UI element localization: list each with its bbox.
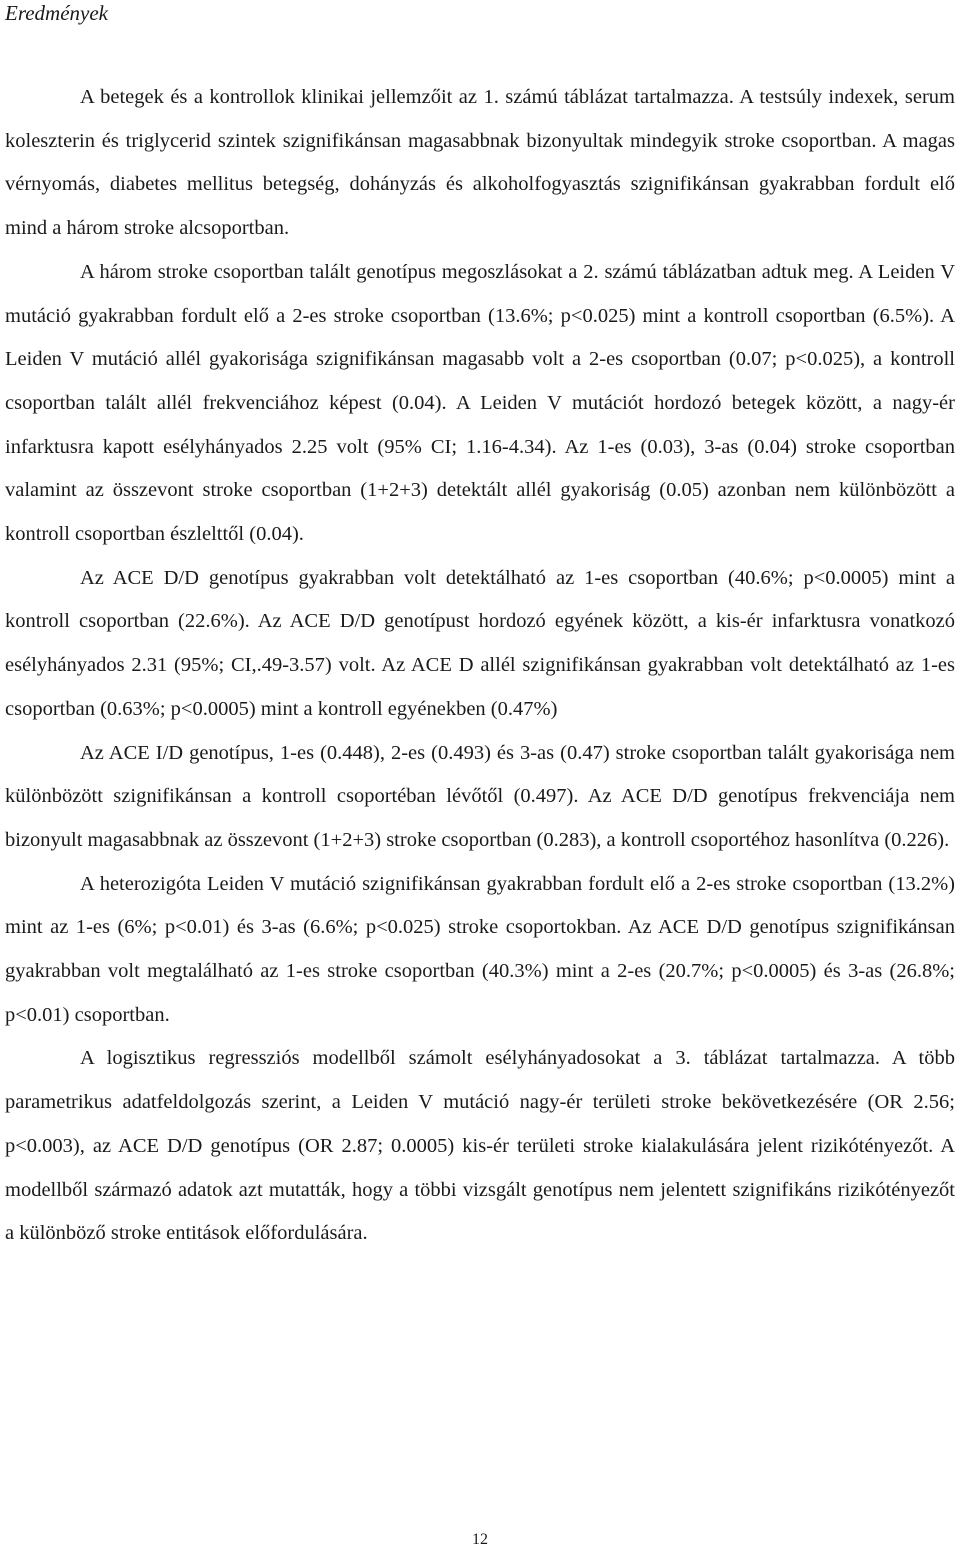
page-number: 12 (472, 1531, 488, 1548)
paragraph-leiden-v-genotypes: A három stroke csoportban talált genotípus megoszlásokat a 2. számú táblázatban adtuk meg. A Leiden V mutáció gyakrabban fordult elő a 2-es stroke csoportban (13.6%; p<0.025) mint a kontroll csoportban (6.5%). A Leiden V mutáció allél gyakorisága szignifikánsan magasabb volt a 2-es csoportban (0.07; p<0.025), a kontroll csoportban talált allél frekvenciához képest (0.04). A Leiden V mutációt hordozó betegek között, a nagy-ér infarktusra kapott esélyhányados 2.25 volt (95% CI; 1.16-4.34). Az 1-es (0.03), 3-as (0.04) stroke csoportban valamint az összevont stroke csoportban (1+2+3) detektált allél gyakoriság (0.05) azonban nem különbözött a kontroll csoportban észlelttől (0.04). (5, 260, 955, 546)
paragraph-ace-id-genotype: Az ACE I/D genotípus, 1-es (0.448), 2-es (0.493) és 3-as (0.47) stroke csoportban talált gyakorisága nem különbözött szignifikánsan a kontroll csoportéban lévőtől (0.497). Az ACE D/D genotípus frekvenciája nem bizonyult magasabbnak az összevont (1+2+3) stroke csoportban (0.283), a kontroll csoportéhoz hasonlítva (0.226). (5, 741, 955, 851)
section-heading: Eredmények (5, 1, 108, 25)
document-body (5, 76, 955, 1256)
paragraph-heterozygous-leiden: A heterozigóta Leiden V mutáció szignifikánsan gyakrabban fordult elő a 2-es stroke csoportban (13.2%) mint az 1-es (6%; p<0.01) és 3-as (6.6%; p<0.025) stroke csoportokban. Az ACE D/D genotípus szignifikánsan gyakrabban volt megtalálható az 1-es stroke csoportban (40.3%) mint a 2-es (20.7%; p<0.0005) és 3-as (26.8%; p<0.01) csoportban. (5, 872, 955, 1026)
paragraph-logistic-regression: A logisztikus regressziós modellből számolt esélyhányadosokat a 3. táblázat tartalmazza. A több parametrikus adatfeldolgozás szerint, a Leiden V mutáció nagy-ér területi stroke bekövetkezésére (OR 2.56; p<0.003), az ACE D/D genotípus (OR 2.87; 0.0005) kis-ér területi stroke kialakulására jelent rizikótényezőt. A modellből származó adatok azt mutatták, hogy a többi vizsgált genotípus nem jelentett szignifikáns rizikótényezőt a különböző stroke entitások előfordulására. (5, 1047, 955, 1245)
paragraph-ace-dd-genotype: Az ACE D/D genotípus gyakrabban volt detektálható az 1-es csoportban (40.6%; p<0.0005) mint a kontroll csoportban (22.6%). Az ACE D/D genotípust hordozó egyének között, a kis-ér infarktusra vonatkozó esélyhányados 2.31 (95%; CI,.49-3.57) volt. Az ACE D allél szignifikánsan gyakrabban volt detektálható az 1-es csoportban (0.63%; p<0.0005) mint a kontroll egyénekben (0.47%) (5, 566, 955, 720)
paragraph-clinical-characteristics: A betegek és a kontrollok klinikai jellemzőit az 1. számú táblázat tartalmazza. A testsúly indexek, serum koleszterin és triglycerid szintek szignifikánsan magasabbnak bizonyultak mindegyik stroke csoportban. A magas vérnyomás, diabetes mellitus betegség, dohányzás és alkoholfogyasztás szignifikánsan gyakrabban fordult elő mind a három stroke alcsoportban. (5, 86, 955, 240)
